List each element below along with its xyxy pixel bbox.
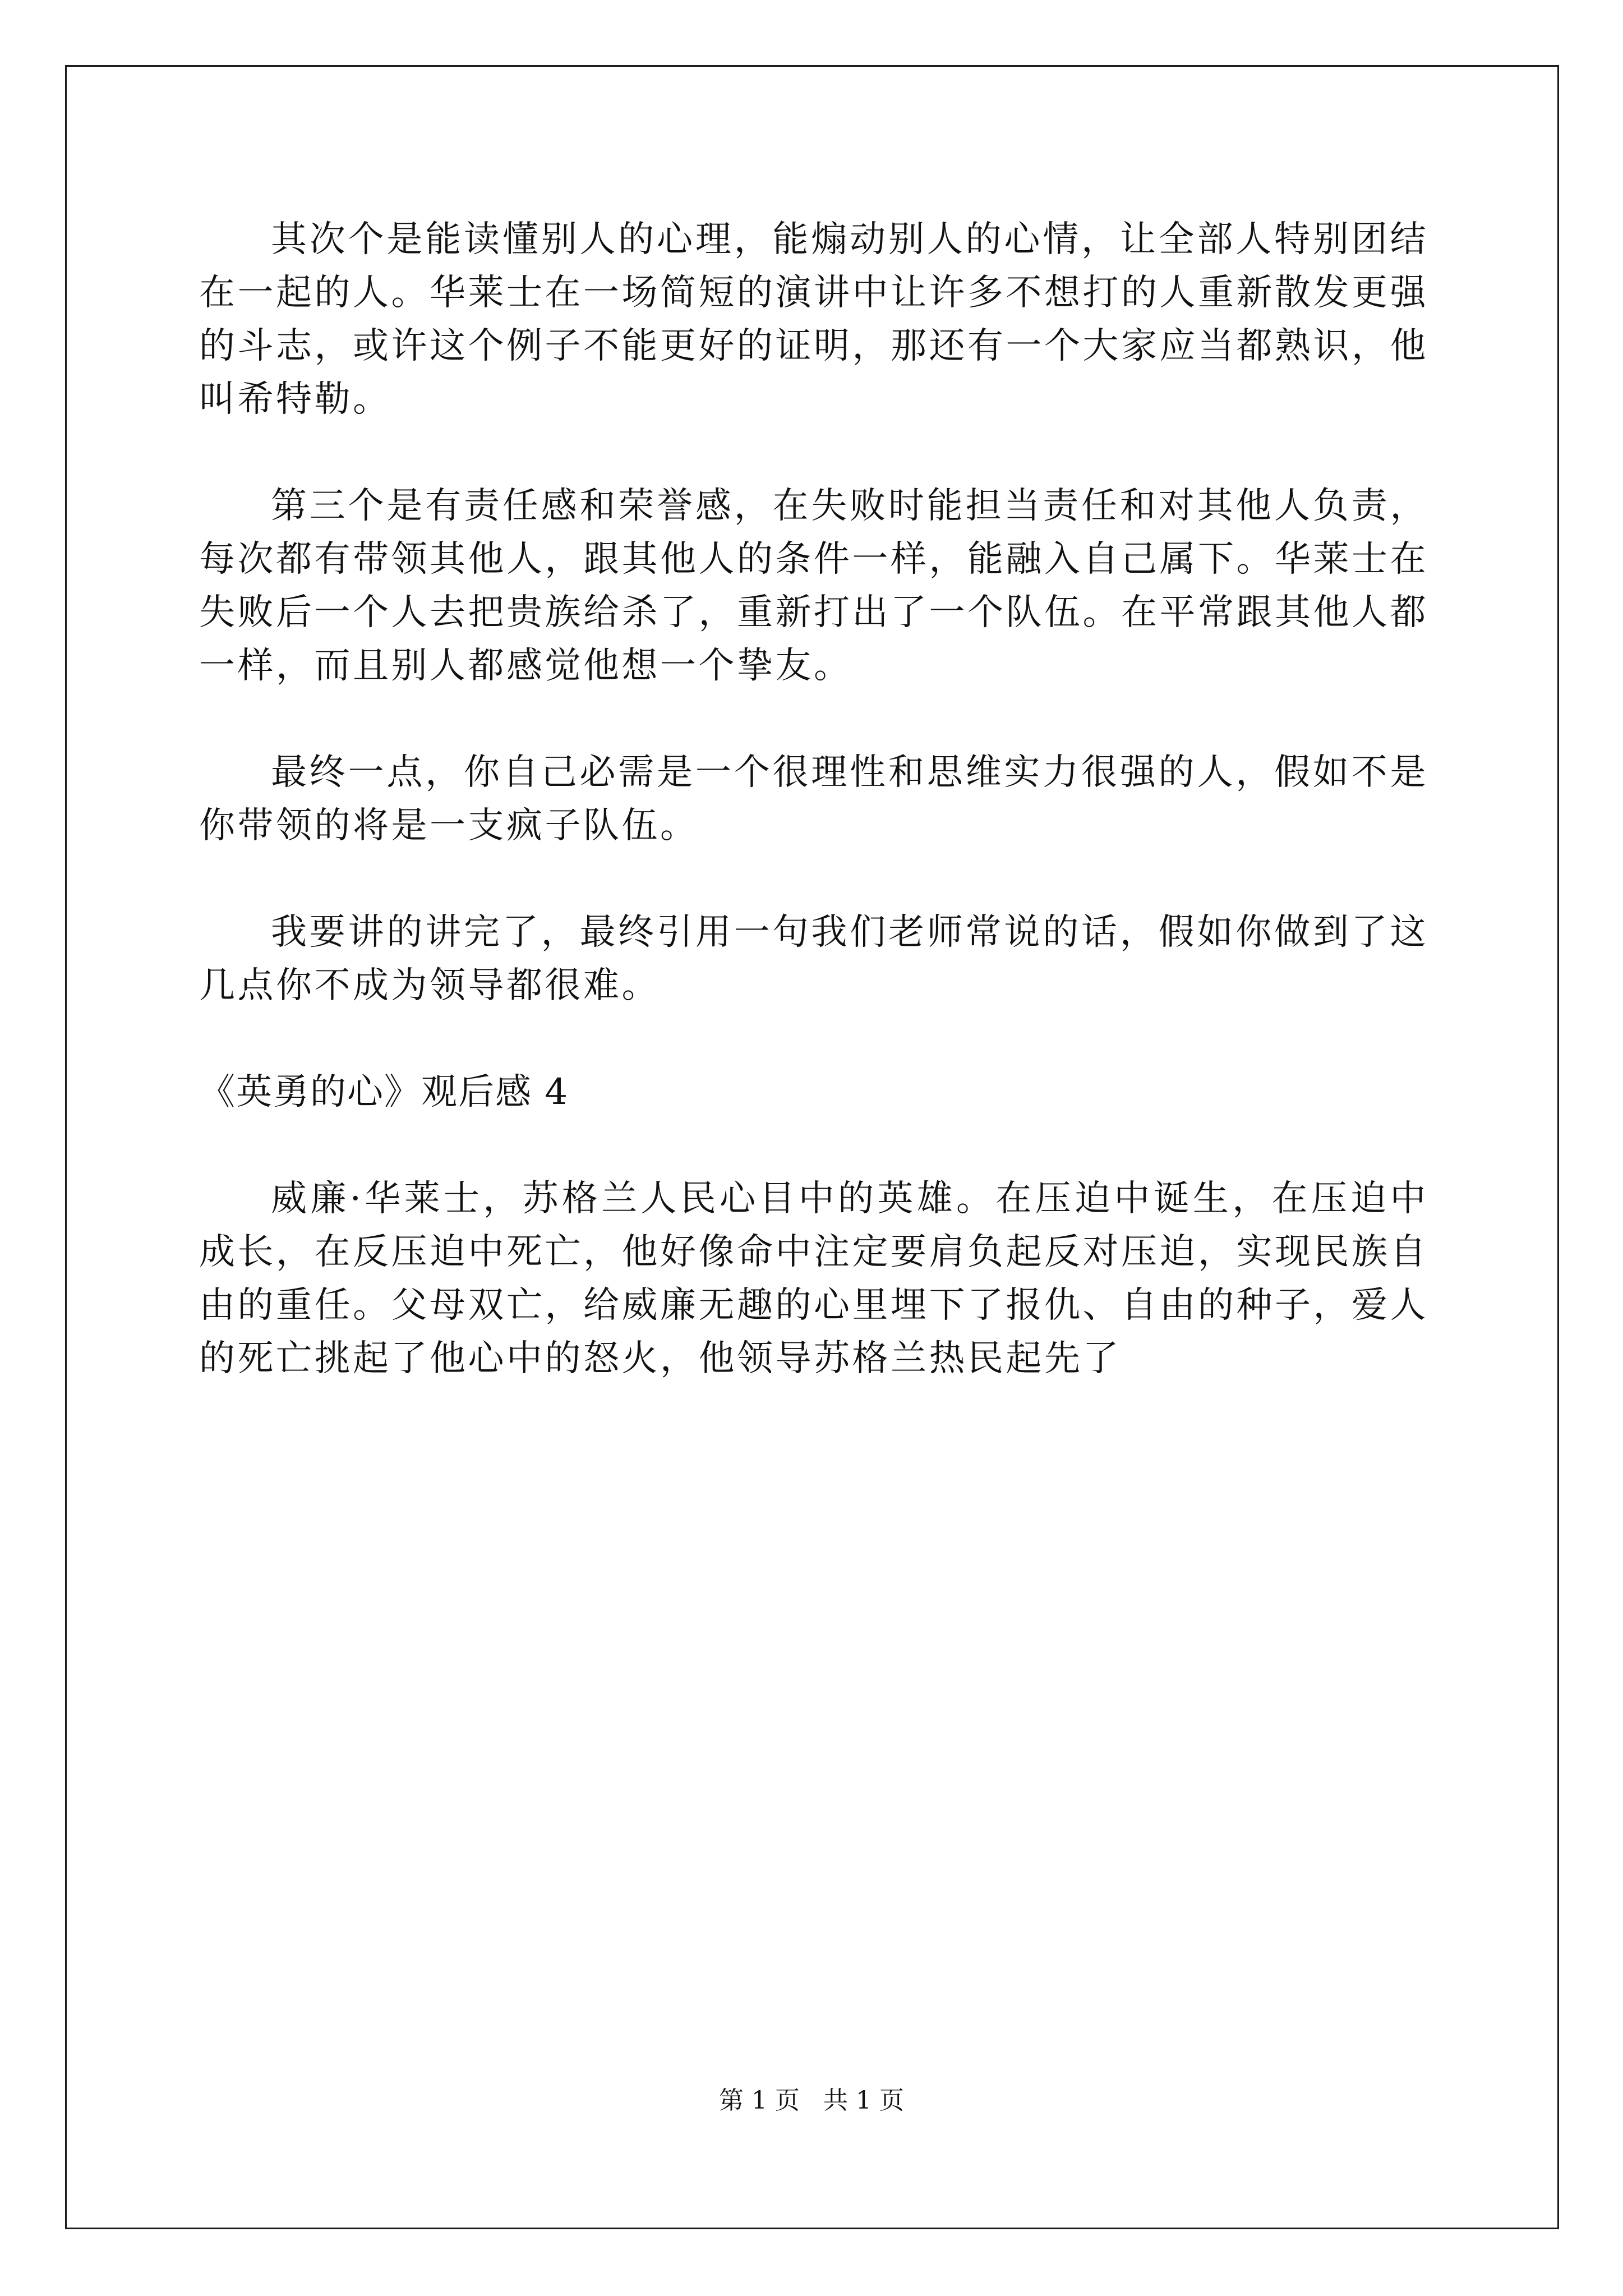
- page-total: 共 1 页: [823, 2086, 904, 2115]
- paragraph-4: 我要讲的讲完了，最终引用一句我们老师常说的话，假如你做到了这几点你不成为领导都很难。: [199, 912, 1428, 1006]
- paragraph-1: 其次个是能读懂别人的心理，能煽动别人的心情，让全部人特别团结在一起的人。华莱士在一场简短的演讲中让许多不想打的人重新散发更强的斗志，或许这个例子不能更好的证明，那还有一个大家应当都熟识，他叫希特勒。: [199, 219, 1428, 420]
- paragraph-3: 最终一点，你自己必需是一个很理性和思维实力很强的人，假如不是你带领的将是一支疯子队伍。: [199, 752, 1428, 846]
- page-footer: [0, 2080, 1623, 2116]
- page-number: 第 1 页: [719, 2086, 800, 2115]
- document-body: [199, 213, 1428, 1386]
- paragraph-2: 第三个是有责任感和荣誉感，在失败时能担当责任和对其他人负责，每次都有带领其他人，跟其他人的条件一样，能融入自己属下。华莱士在失败后一个人去把贵族给杀了，重新打出了一个队伍。在平常跟其他人都一样，而且别人都感觉他想一个挚友。: [199, 485, 1428, 687]
- paragraph-5: 威廉·华莱士，苏格兰人民心目中的英雄。在压迫中诞生，在压迫中成长，在反压迫中死亡，他好像命中注定要肩负起反对压迫，实现民族自由的重任。父母双亡，给威廉无趣的心里埋下了报仇、自由的种子，爱人的死亡挑起了他心中的怒火，他领导苏格兰热民起先了: [199, 1178, 1428, 1379]
- section-heading: 《英勇的心》观后感 4: [199, 1071, 569, 1113]
